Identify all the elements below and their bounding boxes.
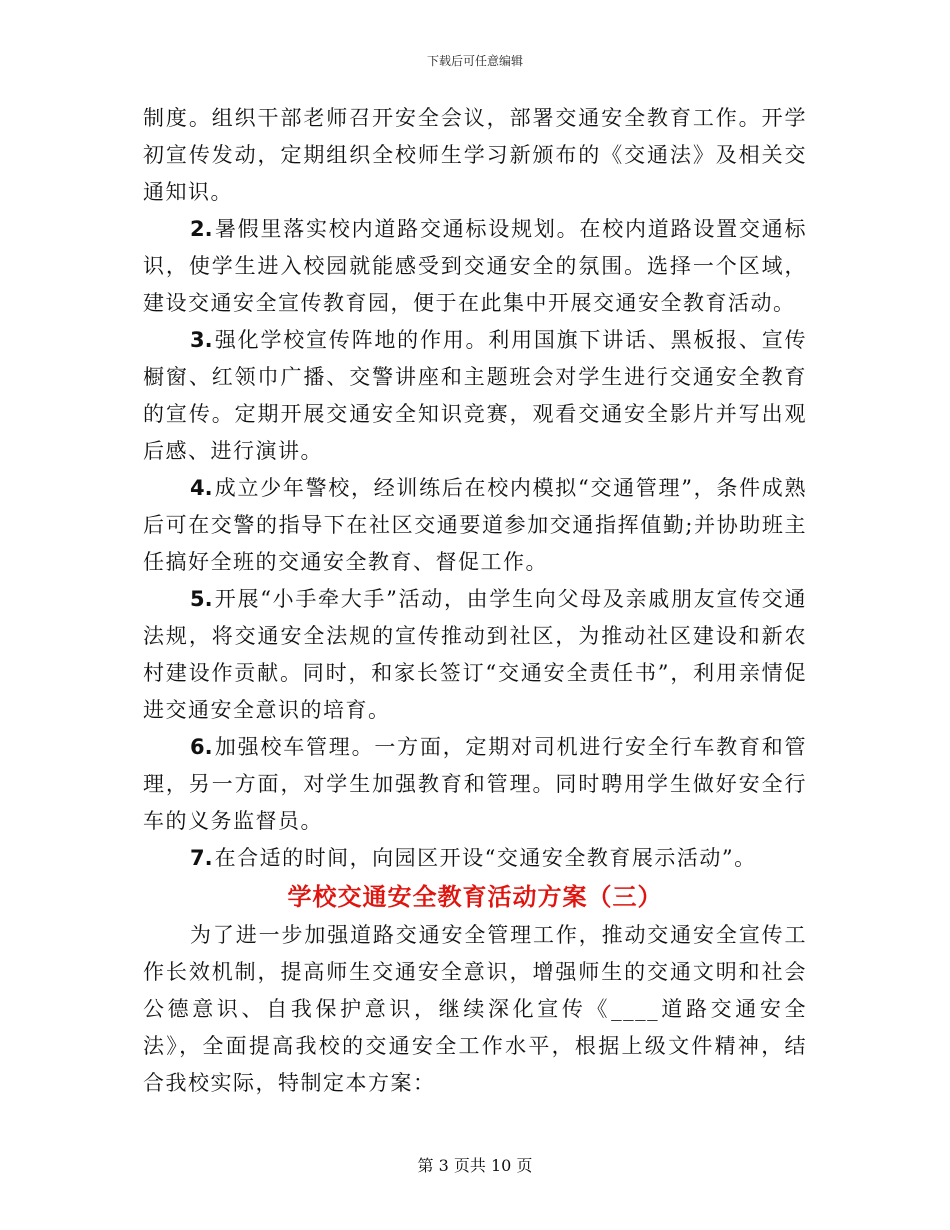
list-item-7 [143, 840, 807, 877]
paragraph-text: 强化学校宣传阵地的作用。利用国旗下讲话、黑板报、宣传橱窗、红领巾广播、交警讲座和主题班会对学生进行交通安全教育的宣传。定期开展交通安全知识竞赛，观看交通安全影片并写出观后感、进行演讲。 [143, 328, 807, 463]
paragraph-continuation [143, 100, 807, 211]
paragraph-text: 开展“小手牵大手”活动，由学生向父母及亲戚朋友宣传交通法规，将交通安全法规的宣传推动到社区，为推动社区建设和新农村建设作贡献。同时，和家长签订“交通安全责任书”，利用亲情促进交通安全意识的培育。 [143, 587, 807, 722]
list-item-4 [143, 470, 807, 581]
list-number: 3. [190, 328, 213, 352]
list-item-5 [143, 581, 807, 729]
list-number: 6. [190, 735, 213, 759]
list-item-6 [143, 729, 807, 840]
list-item-3 [143, 322, 807, 470]
page-footer: 第 3 页共 10 页 [417, 1156, 533, 1175]
paragraph-text: 暑假里落实校内道路交通标设规划。在校内道路设置交通标识，使学生进入校园就能感受到交通安全的氛围。选择一个区域，建设交通安全宣传教育园，便于在此集中开展交通安全教育活动。 [143, 217, 807, 315]
list-number: 7. [190, 846, 213, 870]
paragraph-text: 加强校车管理。一方面，定期对司机进行安全行车教育和管理，另一方面，对学生加强教育和管理。同时聘用学生做好安全行车的义务监督员。 [143, 735, 807, 833]
paragraph-text: 成立少年警校，经训练后在校内模拟“交通管理”，条件成熟后可在交警的指导下在社区交通要道参加交通指挥值勤;并协助班主任搞好全班的交通安全教育、督促工作。 [143, 476, 807, 574]
list-number: 4. [190, 476, 213, 500]
list-number: 2. [190, 217, 213, 241]
page-header: 下载后可任意编辑 [426, 54, 523, 68]
list-number: 5. [190, 587, 213, 611]
section-title: 学校交通安全教育活动方案（三） [287, 883, 663, 911]
list-item-2 [143, 211, 807, 322]
paragraph-text: 在合适的时间，向园区开设“交通安全教育展示活动”。 [214, 846, 757, 870]
document-body [143, 100, 807, 1102]
intro-paragraph: 为了进一步加强道路交通安全管理工作，推动交通安全宣传工作长效机制，提高师生交通安全意识，增强师生的交通文明和社会公德意识、自我保护意识，继续深化宣传《____道路交通安全法》，全面提高我校的交通安全工作水平，根据上级文件精神，结合我校实际，特制定本方案： [143, 923, 807, 1095]
paragraph-text: 制度。组织干部老师召开安全会议，部署交通安全教育工作。开学初宣传发动，定期组织全校师生学习新颁布的《交通法》及相关交通知识。 [143, 106, 807, 204]
